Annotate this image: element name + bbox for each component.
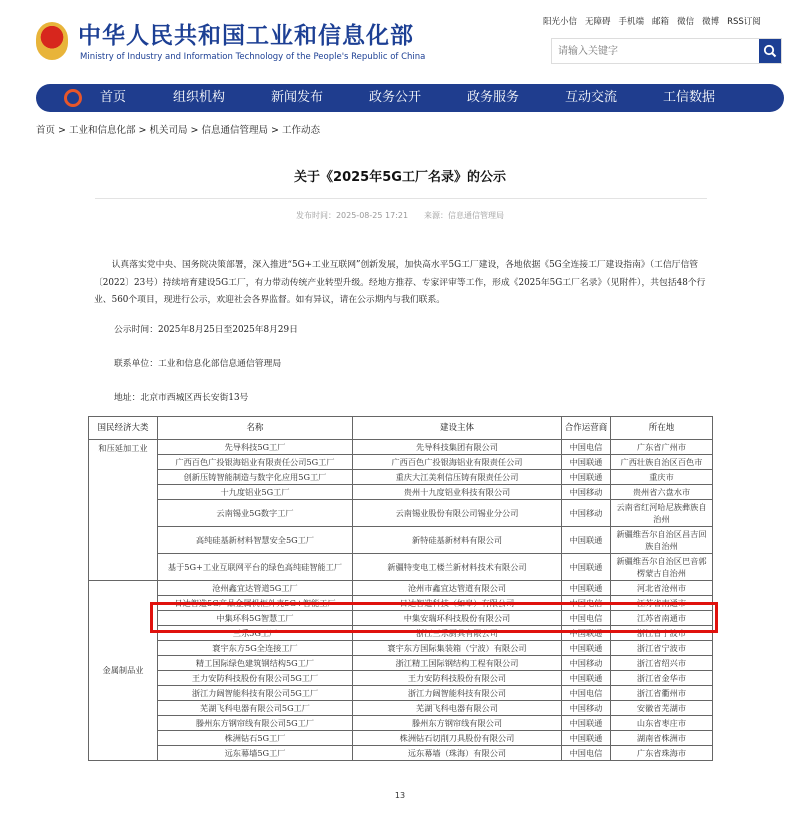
nav-government-affairs[interactable]: 政务公开 [368,90,421,105]
builder-cell: 沧州市鑫宜达管道有限公司 [353,580,562,595]
top-link[interactable]: 阳光小信 [543,17,578,27]
operator-cell: 中国移动 [562,484,611,499]
location-cell: 浙江省衢州市 [611,685,713,700]
location-cell: 云南省红河哈尼族彝族自治州 [611,499,713,526]
top-link[interactable]: RSS订阅 [727,17,761,27]
operator-cell: 中国联通 [562,730,611,745]
top-link[interactable]: 无障碍 [585,17,611,27]
location-cell: 广东省广州市 [611,439,713,454]
nav-logo-icon [64,89,82,107]
operator-cell: 中国联通 [562,526,611,553]
name-cell: 滕州东方钢帘线有限公司5G工厂 [158,715,353,730]
divider [95,198,707,199]
site-logo-cn[interactable]: 中华人民共和国工业和信息化部 [78,23,414,49]
table-row [89,553,713,580]
operator-cell: 中国电信 [562,685,611,700]
header-name: 名称 [158,416,353,439]
operator-cell: 中国联通 [562,625,611,640]
table-row [89,685,713,700]
name-cell: 寰宇东方5G全连接工厂 [158,640,353,655]
top-link[interactable]: 微信 [677,17,695,27]
header-operator: 合作运营商 [562,416,611,439]
location-cell: 江苏省南通市 [611,610,713,625]
builder-cell: 王力安防科技股份有限公司 [353,670,562,685]
contact-unit: 联系单位：工业和信息化部信息通信管理局 [114,358,282,369]
operator-cell: 中国电信 [562,610,611,625]
top-link[interactable]: 微博 [702,17,720,27]
location-cell: 广东省珠海市 [611,745,713,760]
article-body: 认真落实党中央、国务院决策部署，深入推进“5G+工业互联网”创新发展，加快高水平5G工厂建设，各地依据《5G全连接工厂建设指南》（工信厅信管〔2022〕23号）持续培育建设5G工厂，有力带动传统产业转型升级。经地方推荐、专家评审等工作，形成《2025年5G工厂名录》（见附件），共包括48个行业、560个项目，现进行公示，欢迎社会各界监督。如有异议，请在公示期内与我们联系。 [94,260,706,305]
builder-cell: 贵州十九度铝业科技有限公司 [353,484,562,499]
name-cell: 三乐5G工厂 [158,625,353,640]
name-cell: 十九度铝业5G工厂 [158,484,353,499]
location-cell: 重庆市 [611,469,713,484]
builder-cell: 滕州东方钢帘线有限公司 [353,715,562,730]
table-row [89,700,713,715]
location-cell: 广西壮族自治区百色市 [611,454,713,469]
table-row [89,499,713,526]
builder-cell: 株洲钻石切削刀具股份有限公司 [353,730,562,745]
operator-cell: 中国联通 [562,553,611,580]
operator-cell: 中国移动 [562,655,611,670]
page-title: 关于《2025年5G工厂名录》的公示 [294,170,506,185]
builder-cell: 浙江精工国际钢结构工程有限公司 [353,655,562,670]
nav-interaction[interactable]: 互动交流 [564,90,617,105]
location-cell: 山东省枣庄市 [611,715,713,730]
builder-cell: 远东幕墙（珠海）有限公司 [353,745,562,760]
builder-cell: 新疆特变电工楼兰新材料技术有限公司 [353,553,562,580]
search-input[interactable] [552,39,759,63]
search-icon [763,44,777,58]
location-cell: 贵州省六盘水市 [611,484,713,499]
builder-cell: 芜湖飞科电器有限公司 [353,700,562,715]
table-row [89,715,713,730]
name-cell: 基于5G+工业互联网平台的绿色高纯硅智能工厂 [158,553,353,580]
header-location: 所在地 [611,416,713,439]
nav-data[interactable]: 工信数据 [662,90,715,105]
operator-cell: 中国联通 [562,580,611,595]
table-wrapper [88,416,712,761]
name-cell: 远东幕墙5G工厂 [158,745,353,760]
article-content [0,257,800,805]
table-row [89,526,713,553]
location-cell: 新疆维吾尔自治区昌吉回族自治州 [611,526,713,553]
name-cell: 株洲钻石5G工厂 [158,730,353,745]
builder-cell: 云南锡业股份有限公司锡业分公司 [353,499,562,526]
header-category: 国民经济大类 [89,416,158,439]
nav-home[interactable]: 首页 [100,90,127,105]
location-cell: 浙江省绍兴市 [611,655,713,670]
page-number: 13 [394,790,406,800]
table-row [89,595,713,610]
builder-cell: 新特硅基新材料有限公司 [353,526,562,553]
operator-cell: 中国联通 [562,715,611,730]
category-cell: 和压延加工业 [89,439,158,580]
location-cell: 河北省沧州市 [611,580,713,595]
name-cell: 广西百色广投银海铝业有限责任公司5G工厂 [158,454,353,469]
table-header [89,416,713,439]
table-row [89,745,713,760]
name-cell: 日达智造5G产品金属机柜外壳5G+智能工厂 [158,595,353,610]
search-box [551,38,782,64]
nav-news[interactable]: 新闻发布 [270,90,323,105]
builder-cell: 广西百色广投银海铝业有限责任公司 [353,454,562,469]
operator-cell: 中国电信 [562,439,611,454]
location-cell: 新疆维吾尔自治区巴音郭楞蒙古自治州 [611,553,713,580]
name-cell: 浙江力阔智能科技有限公司5G工厂 [158,685,353,700]
table-row [89,670,713,685]
operator-cell: 中国联通 [562,469,611,484]
article-meta: 发布时间：2025-08-25 17:21 来源：信息通信管理局 [295,211,505,220]
top-link[interactable]: 邮箱 [652,17,670,27]
operator-cell: 中国移动 [562,700,611,715]
location-cell: 浙江省宁波市 [611,640,713,655]
name-cell: 沧州鑫宜达管道5G工厂 [158,580,353,595]
category-cell: 金属制品业 [89,580,158,760]
builder-cell: 寰宇东方国际集装箱（宁波）有限公司 [353,640,562,655]
location-cell: 湖南省株洲市 [611,730,713,745]
search-button[interactable] [759,39,781,63]
nav-organization[interactable]: 组织机构 [172,90,225,105]
site-logo-en: Ministry of Industry and Information Technology of the People's Republic of China [80,52,426,62]
operator-cell: 中国电信 [562,595,611,610]
name-cell: 云南锡业5G数字工厂 [158,499,353,526]
header-builder: 建设主体 [353,416,562,439]
name-cell: 中集环科5G智慧工厂 [158,610,353,625]
operator-cell: 中国移动 [562,499,611,526]
name-cell: 王力安防科技股份有限公司5G工厂 [158,670,353,685]
builder-cell: 先导科技集团有限公司 [353,439,562,454]
location-cell: 安徽省芜湖市 [611,700,713,715]
location-cell: 江苏省南通市 [611,595,713,610]
factory-table [88,416,713,761]
address: 地址：北京市西城区西长安街13号 [114,392,249,403]
table-row [89,454,713,469]
operator-cell: 中国电信 [562,745,611,760]
table-row [89,625,713,640]
notice-period: 公示时间：2025年8月25日至2025年8月29日 [114,324,298,335]
builder-cell: 重庆大江美利信压铸有限责任公司 [353,469,562,484]
name-cell: 先导科技5G工厂 [158,439,353,454]
builder-cell: 中集安瑞环科技股份有限公司 [353,610,562,625]
name-cell: 高纯硅基新材料智慧安全5G工厂 [158,526,353,553]
builder-cell: 浙江力阔智能科技有限公司 [353,685,562,700]
table-row [89,484,713,499]
table-row [89,469,713,484]
operator-cell: 中国联通 [562,454,611,469]
location-cell: 浙江省金华市 [611,670,713,685]
table-row [89,640,713,655]
location-cell: 浙江省宁波市 [611,625,713,640]
operator-cell: 中国联通 [562,640,611,655]
table-row [89,655,713,670]
operator-cell: 中国联通 [562,670,611,685]
table-row [89,439,713,454]
table-row [89,580,713,595]
table-row [89,730,713,745]
top-link[interactable]: 手机端 [618,17,645,27]
builder-cell: 浙江三乐厨具有限公司 [353,625,562,640]
nav-services[interactable]: 政务服务 [466,90,519,105]
main-nav [36,84,784,112]
top-links [543,17,761,28]
builder-cell: 日达智造科技（如皋）有限公司 [353,595,562,610]
breadcrumb[interactable]: 首页 > 工业和信息化部 > 机关司局 > 信息通信管理局 > 工作动态 [36,125,320,136]
name-cell: 精工国际绿色建筑钢结构5G工厂 [158,655,353,670]
name-cell: 芜湖飞科电器有限公司5G工厂 [158,700,353,715]
name-cell: 创新压铸智能制造与数字化应用5G工厂 [158,469,353,484]
national-emblem-logo [36,22,68,60]
table-row [89,610,713,625]
